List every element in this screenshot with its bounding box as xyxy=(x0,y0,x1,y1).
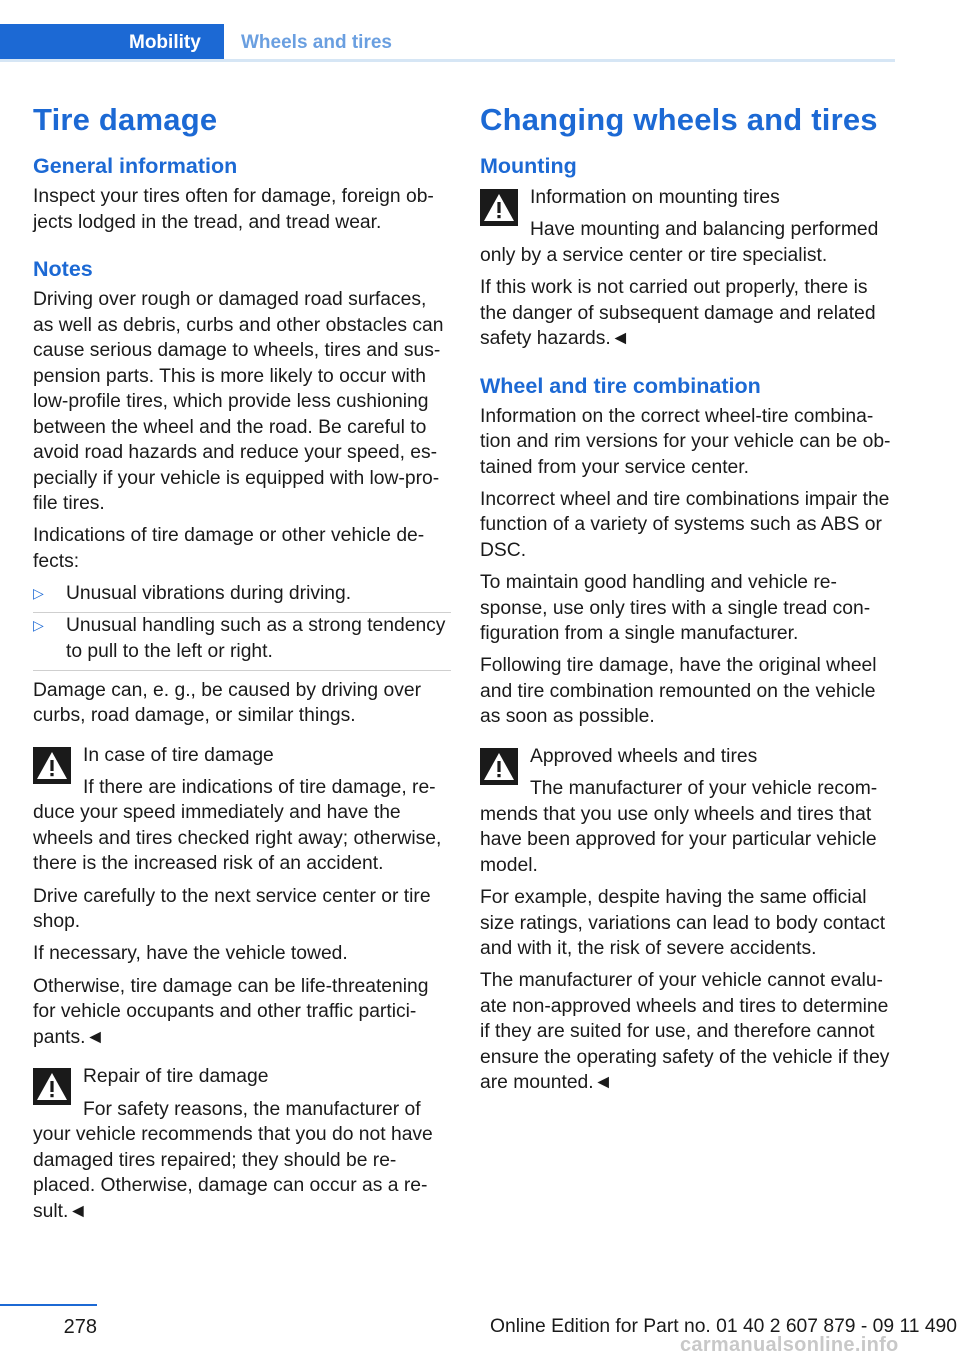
page-header xyxy=(0,0,895,62)
paragraph: To maintain good handling and vehicle re-sponse, use only tires with a single tread con-figuration from a single manufacturer. xyxy=(480,572,871,645)
triangle-bullet-icon: ▷ xyxy=(33,585,44,602)
paragraph: Indications of tire damage or other vehicle de-fects: xyxy=(33,525,425,572)
list-item-text: Unusual vibrations during driving. xyxy=(66,583,352,605)
paragraph: Driving over rough or damaged road surfaces, as well as debris, curbs and other obstacles can cause serious damage to wheels, tires and sus-pension parts. This is more likely to occur with low-profile tires, which provide less cushioning between the wheel and the road. Be careful to avoid road hazards and reduce your speed, es-pecially if your vehicle is equipped with low-pro-file tires. xyxy=(33,289,444,514)
list-item-text: Unusual handling such as a strong tendency to pull to the left or right. xyxy=(66,615,446,662)
watermark: carmanualsonline.info xyxy=(680,1334,899,1356)
paragraph: Damage can, e. g., be caused by driving over curbs, road damage, or similar things. xyxy=(33,679,421,727)
paragraph: If this work is not carried out properly, there is the danger of subsequent damage and related safety hazards.◄ xyxy=(480,277,876,350)
section-title-changing-wheels: Changing wheels and tires xyxy=(480,102,878,137)
warning-text: The manufacturer of your vehicle recom-mends that you use only wheels and tires that have been approved for your particular vehicle model. xyxy=(480,778,878,876)
indications-list xyxy=(33,581,451,671)
warning-title: In case of tire damage xyxy=(83,744,274,766)
warning-triangle-icon xyxy=(480,748,518,785)
list-item xyxy=(33,581,451,613)
left-column xyxy=(33,100,451,1231)
warning-mounting xyxy=(480,185,898,352)
page-number: 278 xyxy=(63,1316,97,1338)
paragraph: For example, despite having the same official size ratings, variations can lead to body contact and with it, the risk of severe accidents. xyxy=(480,887,886,960)
warning-title: Repair of tire damage xyxy=(83,1066,269,1088)
warning-approved-wheels xyxy=(480,744,898,1096)
heading-mounting: Mounting xyxy=(480,154,577,178)
warning-title: Information on mounting tires xyxy=(530,187,780,208)
heading-wheel-tire-combination: Wheel and tire combination xyxy=(480,373,761,398)
list-divider xyxy=(33,670,451,671)
paragraph: Inspect your tires often for damage, foreign ob-jects lodged in the tread, and tread wear. xyxy=(33,186,434,233)
warning-text: Have mounting and balancing performed only by a service center or tire specialist. xyxy=(480,219,879,266)
paragraph: Drive carefully to the next service center or tire shop. xyxy=(33,885,431,933)
warning-repair xyxy=(33,1064,451,1224)
heading-general-information: General information xyxy=(33,154,238,178)
section-title-tire-damage: Tire damage xyxy=(33,102,218,137)
warning-triangle-icon xyxy=(480,189,518,226)
paragraph: Following tire damage, have the original wheel and tire combination remounted on the vehicle as soon as possible. xyxy=(480,655,877,728)
triangle-bullet-icon: ▷ xyxy=(33,617,44,634)
warning-title: Approved wheels and tires xyxy=(530,745,758,767)
right-column xyxy=(480,100,898,1103)
warning-text: For safety reasons, the manufacturer of your vehicle recommends that you do not have damaged tires repaired; they should be re-placed. Otherwise, damage can occur as a re-sult.◄ xyxy=(33,1098,433,1222)
header-rule xyxy=(0,59,895,62)
page-number-rule xyxy=(0,1304,97,1306)
paragraph: Incorrect wheel and tire combinations impair the function of a variety of systems such as ABS or DSC. xyxy=(480,488,890,561)
heading-notes: Notes xyxy=(33,257,93,281)
paragraph: The manufacturer of your vehicle cannot evalu-ate non-approved wheels and tires to determine if they are suited for use, and therefore cannot ensure the operating safety of the vehicle if they are mounted.◄ xyxy=(480,970,890,1094)
paragraph: Otherwise, tire damage can be life-threatening for vehicle occupants and other traffic partici-pants.◄ xyxy=(33,975,429,1048)
section-tab-mobility[interactable]: Mobility xyxy=(0,24,224,62)
section-tab-wheels-and-tires[interactable]: Wheels and tires xyxy=(241,32,392,53)
edition-note: Online Edition for Part no. 01 40 2 607 879 - 09 11 490 xyxy=(490,1316,958,1337)
list-item xyxy=(33,613,451,671)
warning-tire-damage xyxy=(33,743,451,1051)
warning-triangle-icon xyxy=(33,1068,71,1105)
warning-triangle-icon xyxy=(33,747,71,784)
paragraph: If necessary, have the vehicle towed. xyxy=(33,943,348,965)
warning-text: If there are indications of tire damage, re-duce your speed immediately and have the wheels and tires checked right away; otherwise, there is the increased risk of an accident. xyxy=(33,776,442,875)
paragraph: Information on the correct wheel-tire combina-tion and rim versions for your vehicle can be ob-tained from your service center. xyxy=(480,405,891,478)
